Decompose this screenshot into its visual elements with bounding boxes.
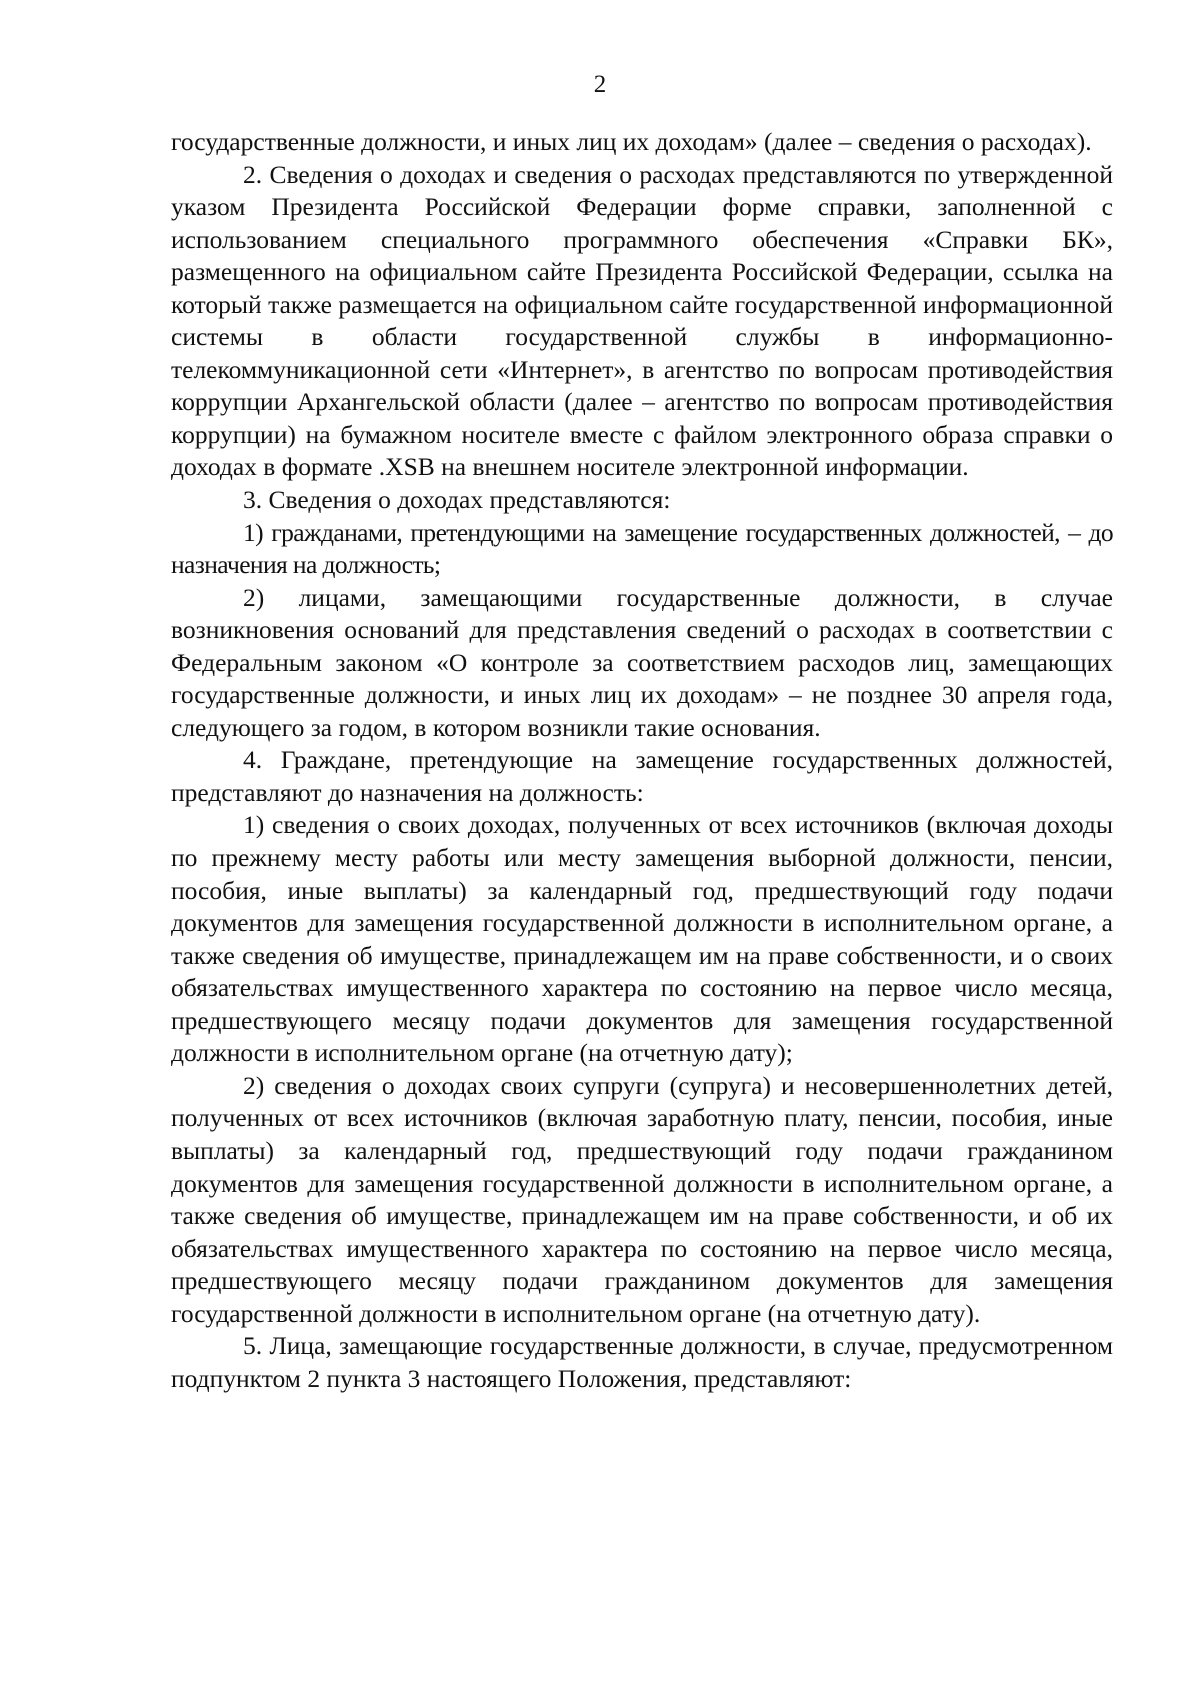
paragraph-4: 4. Граждане, претендующие на замещение государственных должностей, представляют до назначения на должность: <box>171 745 1113 807</box>
paragraph-4-item-2: 2) сведения о доходах своих супруги (супруга) и несовершеннолетних детей, полученных от всех источников (включая заработную плату, пенсии, пособия, иные выплаты) за календарный год, предшествующий году подачи гражданином документов для замещения государственной должности в исполнительном органе, а также сведения об имуществе, принадлежащем им на праве собственности, и об их обязательствах имущественного характера по состоянию на первое число месяца, предшествующего месяцу подачи гражданином документов для замещения государственной должности в исполнительном органе (на отчетную дату). <box>171 1070 1113 1328</box>
document-body <box>171 126 1113 1395</box>
paragraph-5: 5. Лица, замещающие государственные должности, в случае, предусмотренном подпунктом 2 пункта 3 настоящего Положения, представляют: <box>171 1331 1113 1393</box>
page-number: 2 <box>593 71 607 98</box>
paragraph-2: 2. Сведения о доходах и сведения о расходах представляются по утвержденной указом Президента Российской Федерации форме справки, заполненной с использованием специального программного обеспечения «Справки БК», размещенного на официальном сайте Президента Российской Федерации, ссылка на который также размещается на официальном сайте государственной информационной системы в области государственной службы в информационно-телекоммуникационной сети «Интернет», в агентство по вопросам противодействия коррупции Архангельской области (далее – агентство по вопросам противодействия коррупции) на бумажном носителе вместе с файлом электронного образа справки о доходах в формате .XSB на внешнем носителе электронной информации. <box>171 159 1113 482</box>
paragraph-3: 3. Сведения о доходах представляются: <box>243 485 671 515</box>
paragraph-4-item-1: 1) сведения о своих доходах, полученных от всех источников (включая доходы по прежнему месту работы или месту замещения выборной должности, пенсии, пособия, иные выплаты) за календарный год, предшествующий году подачи документов для замещения государственной должности в исполнительном органе, а также сведения об имуществе, принадлежащем им на праве собственности, и о своих обязательствах имущественного характера по состоянию на первое число месяца, предшествующего месяцу подачи документов для замещения государственной должности в исполнительном органе (на отчетную дату); <box>171 810 1113 1068</box>
paragraph-3-item-2: 2) лицами, замещающими государственные должности, в случае возникновения оснований для представления сведений о расходах в соответствии с Федеральным законом «О контроле за соответствием расходов лиц, замещающих государственные должности, и иных лиц их доходам» – не позднее 30 апреля года, следующего за годом, в котором возникли такие основания. <box>171 582 1113 742</box>
paragraph-continuation: государственные должности, и иных лиц их доходам» (далее – сведения о расходах). <box>171 127 1092 156</box>
paragraph-3-item-1: 1) гражданами, претендующими на замещение государственных должностей, – до назначения на должность; <box>171 517 1113 580</box>
